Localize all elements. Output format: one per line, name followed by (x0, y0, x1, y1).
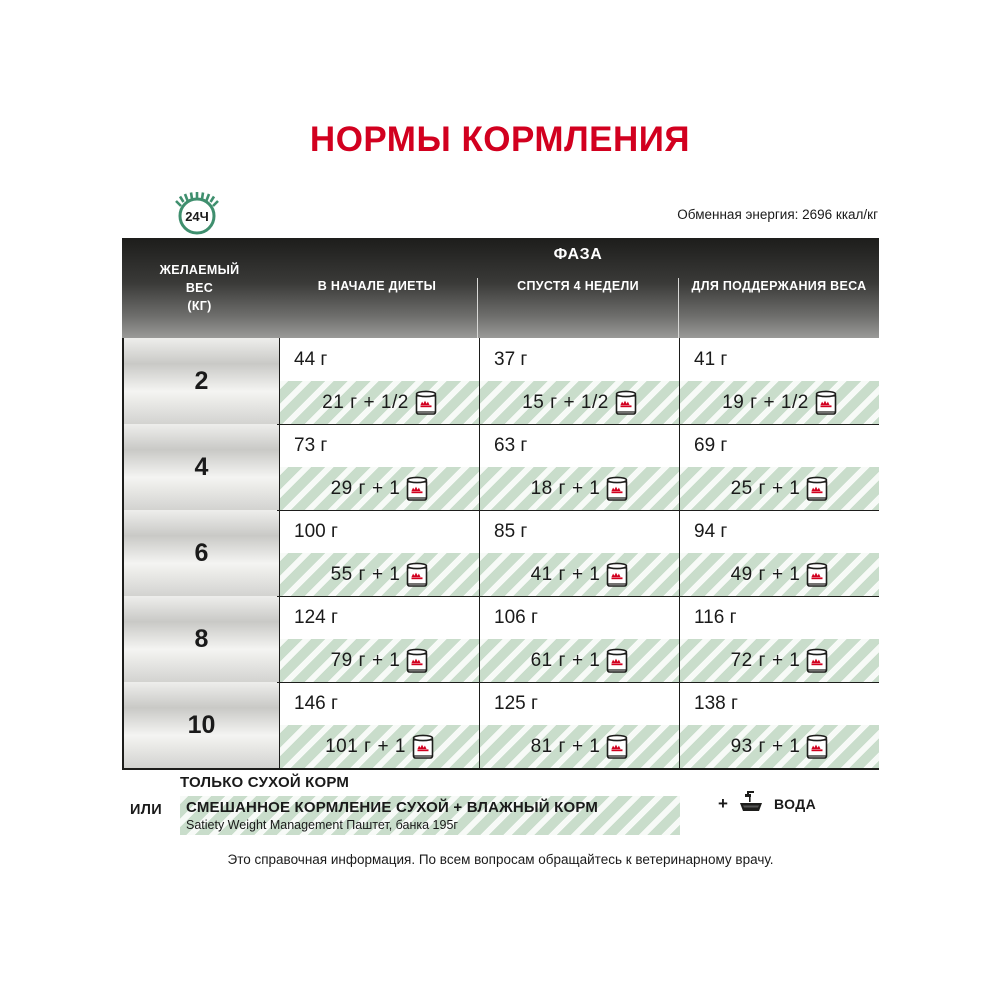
dry-amount: 124 г (280, 596, 479, 639)
mixed-dry-amount: 29 г (330, 477, 366, 499)
row-separator (277, 596, 879, 597)
row-weight-value: 8 (122, 596, 279, 682)
mixed-amount (280, 467, 479, 510)
table-cell (479, 510, 679, 596)
24h-badge-label: 24Ч (185, 209, 209, 224)
mixed-dry-amount: 19 г (722, 391, 758, 413)
mixed-wet-amount: + 1 (371, 563, 401, 585)
footer-dry-only-label: ТОЛЬКО СУХОЙ КОРМ (180, 774, 350, 791)
footer-mixed-block (180, 796, 680, 835)
table-row (122, 510, 879, 596)
mixed-dry-amount: 81 г (530, 735, 566, 757)
mixed-amount (280, 553, 479, 596)
mixed-amount (680, 467, 879, 510)
mixed-wet-amount: + 1 (771, 735, 801, 757)
footer-divider (122, 768, 879, 770)
footer-mixed-subtitle: Satiety Weight Management Паштет, банка 195г (186, 818, 458, 832)
mixed-amount (280, 381, 479, 424)
can-icon (806, 734, 828, 760)
phase-column-header-1: В НАЧАЛЕ ДИЕТЫ (317, 279, 437, 293)
row-weight-value: 10 (122, 682, 279, 768)
dry-amount: 146 г (280, 682, 479, 725)
dry-amount: 73 г (280, 424, 479, 467)
water-plus-sign: + (718, 793, 728, 813)
can-icon (806, 648, 828, 674)
mixed-dry-amount: 21 г (322, 391, 358, 413)
row-separator (277, 424, 879, 425)
dry-amount: 41 г (680, 338, 879, 381)
dry-amount: 37 г (480, 338, 679, 381)
mixed-dry-amount: 79 г (330, 649, 366, 671)
mixed-wet-amount: + 1 (571, 735, 601, 757)
table-row (122, 682, 879, 768)
can-icon (406, 562, 428, 588)
mixed-dry-amount: 15 г (522, 391, 558, 413)
weight-header-line-2: ВЕС (185, 280, 214, 295)
page-title: НОРМЫ КОРМЛЕНИЯ (309, 120, 691, 159)
mixed-wet-amount: + 1 (771, 477, 801, 499)
table-cell (479, 424, 679, 510)
phase-header-title: ФАЗА (553, 246, 603, 263)
can-icon (606, 734, 628, 760)
phase-column-header-3: ДЛЯ ПОДДЕРЖАНИЯ ВЕСА (678, 278, 879, 338)
disclaimer-note: Это справочная информация. По всем вопросам обращайтесь к ветеринарному врачу. (227, 852, 774, 867)
mixed-dry-amount: 41 г (530, 563, 566, 585)
dry-amount: 94 г (680, 510, 879, 553)
can-icon (615, 390, 637, 416)
mixed-dry-amount: 49 г (730, 563, 766, 585)
mixed-amount (280, 639, 479, 682)
mixed-wet-amount: + 1 (371, 649, 401, 671)
dry-amount: 138 г (680, 682, 879, 725)
table-body (122, 338, 879, 768)
table-header (122, 238, 879, 338)
dry-amount: 100 г (280, 510, 479, 553)
mixed-dry-amount: 18 г (530, 477, 566, 499)
weight-column-header (122, 238, 277, 338)
table-cell (479, 338, 679, 424)
mixed-dry-amount: 101 г (325, 735, 372, 757)
can-icon (606, 562, 628, 588)
table-cell (279, 338, 479, 424)
mixed-amount (680, 639, 879, 682)
mixed-amount (480, 725, 679, 768)
mixed-amount (680, 381, 879, 424)
mixed-wet-amount: + 1 (571, 477, 601, 499)
mixed-amount (680, 725, 879, 768)
24h-badge-icon (166, 190, 228, 242)
dry-amount: 85 г (480, 510, 679, 553)
mixed-amount (280, 725, 479, 768)
weight-header-line-1: ЖЕЛАЕМЫЙ (159, 262, 240, 277)
dry-amount: 69 г (680, 424, 879, 467)
mixed-wet-amount: + 1 (771, 563, 801, 585)
water-note (682, 786, 872, 821)
table-cell (679, 510, 879, 596)
mixed-dry-amount: 55 г (330, 563, 366, 585)
row-weight-value: 6 (122, 510, 279, 596)
footer-mixed-title: СМЕШАННОЕ КОРМЛЕНИЕ СУХОЙ + ВЛАЖНЫЙ КОРМ (186, 799, 599, 816)
dry-amount: 125 г (480, 682, 679, 725)
table-cell (479, 682, 679, 768)
dry-amount: 63 г (480, 424, 679, 467)
row-separator (277, 682, 879, 683)
phase-header-group (277, 238, 879, 338)
metabolizable-energy-text: Обменная энергия: 2696 ккал/кг (677, 207, 878, 222)
mixed-wet-amount: + 1/2 (363, 391, 409, 413)
mixed-wet-amount: + 1 (771, 649, 801, 671)
dry-amount: 116 г (680, 596, 879, 639)
can-icon (815, 390, 837, 416)
can-icon (806, 562, 828, 588)
can-icon (412, 734, 434, 760)
mixed-wet-amount: + 1 (371, 477, 401, 499)
mixed-wet-amount: + 1/2 (563, 391, 609, 413)
mixed-amount (480, 467, 679, 510)
mixed-wet-amount: + 1 (377, 735, 406, 757)
can-icon (406, 648, 428, 674)
can-icon (606, 476, 628, 502)
feeding-footer (122, 768, 879, 840)
dry-amount: 106 г (480, 596, 679, 639)
table-row (122, 424, 879, 510)
mixed-dry-amount: 61 г (530, 649, 566, 671)
table-cell (279, 596, 479, 682)
mixed-dry-amount: 93 г (730, 735, 766, 757)
can-icon (406, 476, 428, 502)
mixed-amount (480, 639, 679, 682)
table-cell (679, 338, 879, 424)
mixed-amount (680, 553, 879, 596)
mixed-wet-amount: + 1 (571, 563, 601, 585)
table-row (122, 596, 879, 682)
row-separator (277, 510, 879, 511)
table-cell (679, 682, 879, 768)
mixed-amount (480, 381, 679, 424)
mixed-amount (480, 553, 679, 596)
mixed-wet-amount: + 1/2 (763, 391, 809, 413)
water-label: ВОДА (773, 795, 817, 812)
footer-or-label: ИЛИ (130, 802, 162, 818)
weight-header-line-3: (КГ) (187, 299, 212, 314)
feeding-table (122, 238, 879, 768)
dry-amount: 44 г (280, 338, 479, 381)
row-weight-value: 2 (122, 338, 279, 424)
table-cell (679, 596, 879, 682)
can-icon (415, 390, 437, 416)
mixed-dry-amount: 25 г (730, 477, 766, 499)
table-cell (679, 424, 879, 510)
table-cell (279, 424, 479, 510)
can-icon (606, 648, 628, 674)
table-cell (279, 682, 479, 768)
row-weight-value: 4 (122, 424, 279, 510)
table-cell (279, 510, 479, 596)
table-row (122, 338, 879, 424)
phase-column-header-2: СПУСТЯ 4 НЕДЕЛИ (477, 278, 678, 338)
water-bowl-icon (736, 786, 766, 821)
mixed-wet-amount: + 1 (571, 649, 601, 671)
mixed-dry-amount: 72 г (730, 649, 766, 671)
table-cell (479, 596, 679, 682)
can-icon (806, 476, 828, 502)
